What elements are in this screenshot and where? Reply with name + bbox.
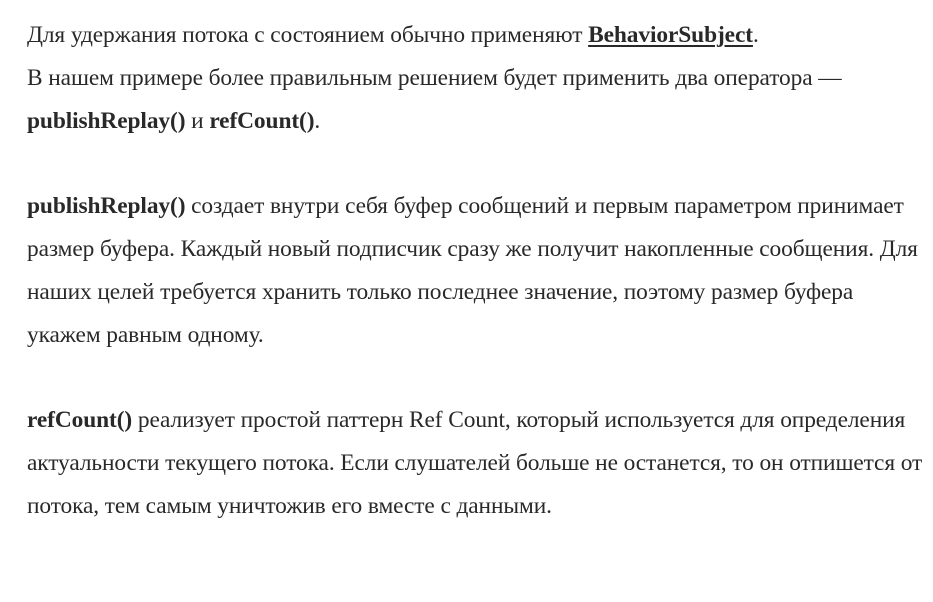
paragraph-ref-count: [27, 399, 927, 528]
paragraph-text: В нашем примере более правильным решением будет применить два оператора —: [27, 65, 842, 91]
code-term-publish-replay: publishReplay(): [27, 193, 186, 219]
paragraph-text: и: [185, 108, 210, 134]
behavior-subject-link[interactable]: BehaviorSubject: [588, 22, 753, 48]
paragraph-text: .: [314, 108, 321, 134]
article-body: [27, 14, 927, 528]
code-term-publish-replay: publishReplay(): [27, 108, 186, 134]
paragraph-text: .: [752, 22, 759, 48]
paragraph-text: Для удержания потока с состоянием обычно применяют: [27, 22, 589, 48]
paragraph-text: создает внутри себя буфер сообщений и первым параметром принимает размер буфера. Каждый новый подписчик сразу же получит накопленные сообщения. Для наших целей требуется хранить только последнее значение, поэтому размер буфера укажем равным одному.: [27, 193, 918, 348]
paragraph-text: реализует простой паттерн Ref Count, который используется для определения актуальности текущего потока. Если слушателей больше не останется, то он отпишется от потока, тем самым уничтожив его вместе с данными.: [27, 407, 923, 519]
paragraph-publish-replay: [27, 185, 927, 357]
code-term-ref-count: refCount(): [209, 108, 315, 134]
code-term-ref-count: refCount(): [27, 407, 133, 433]
paragraph-behavior-subject: [27, 14, 927, 143]
